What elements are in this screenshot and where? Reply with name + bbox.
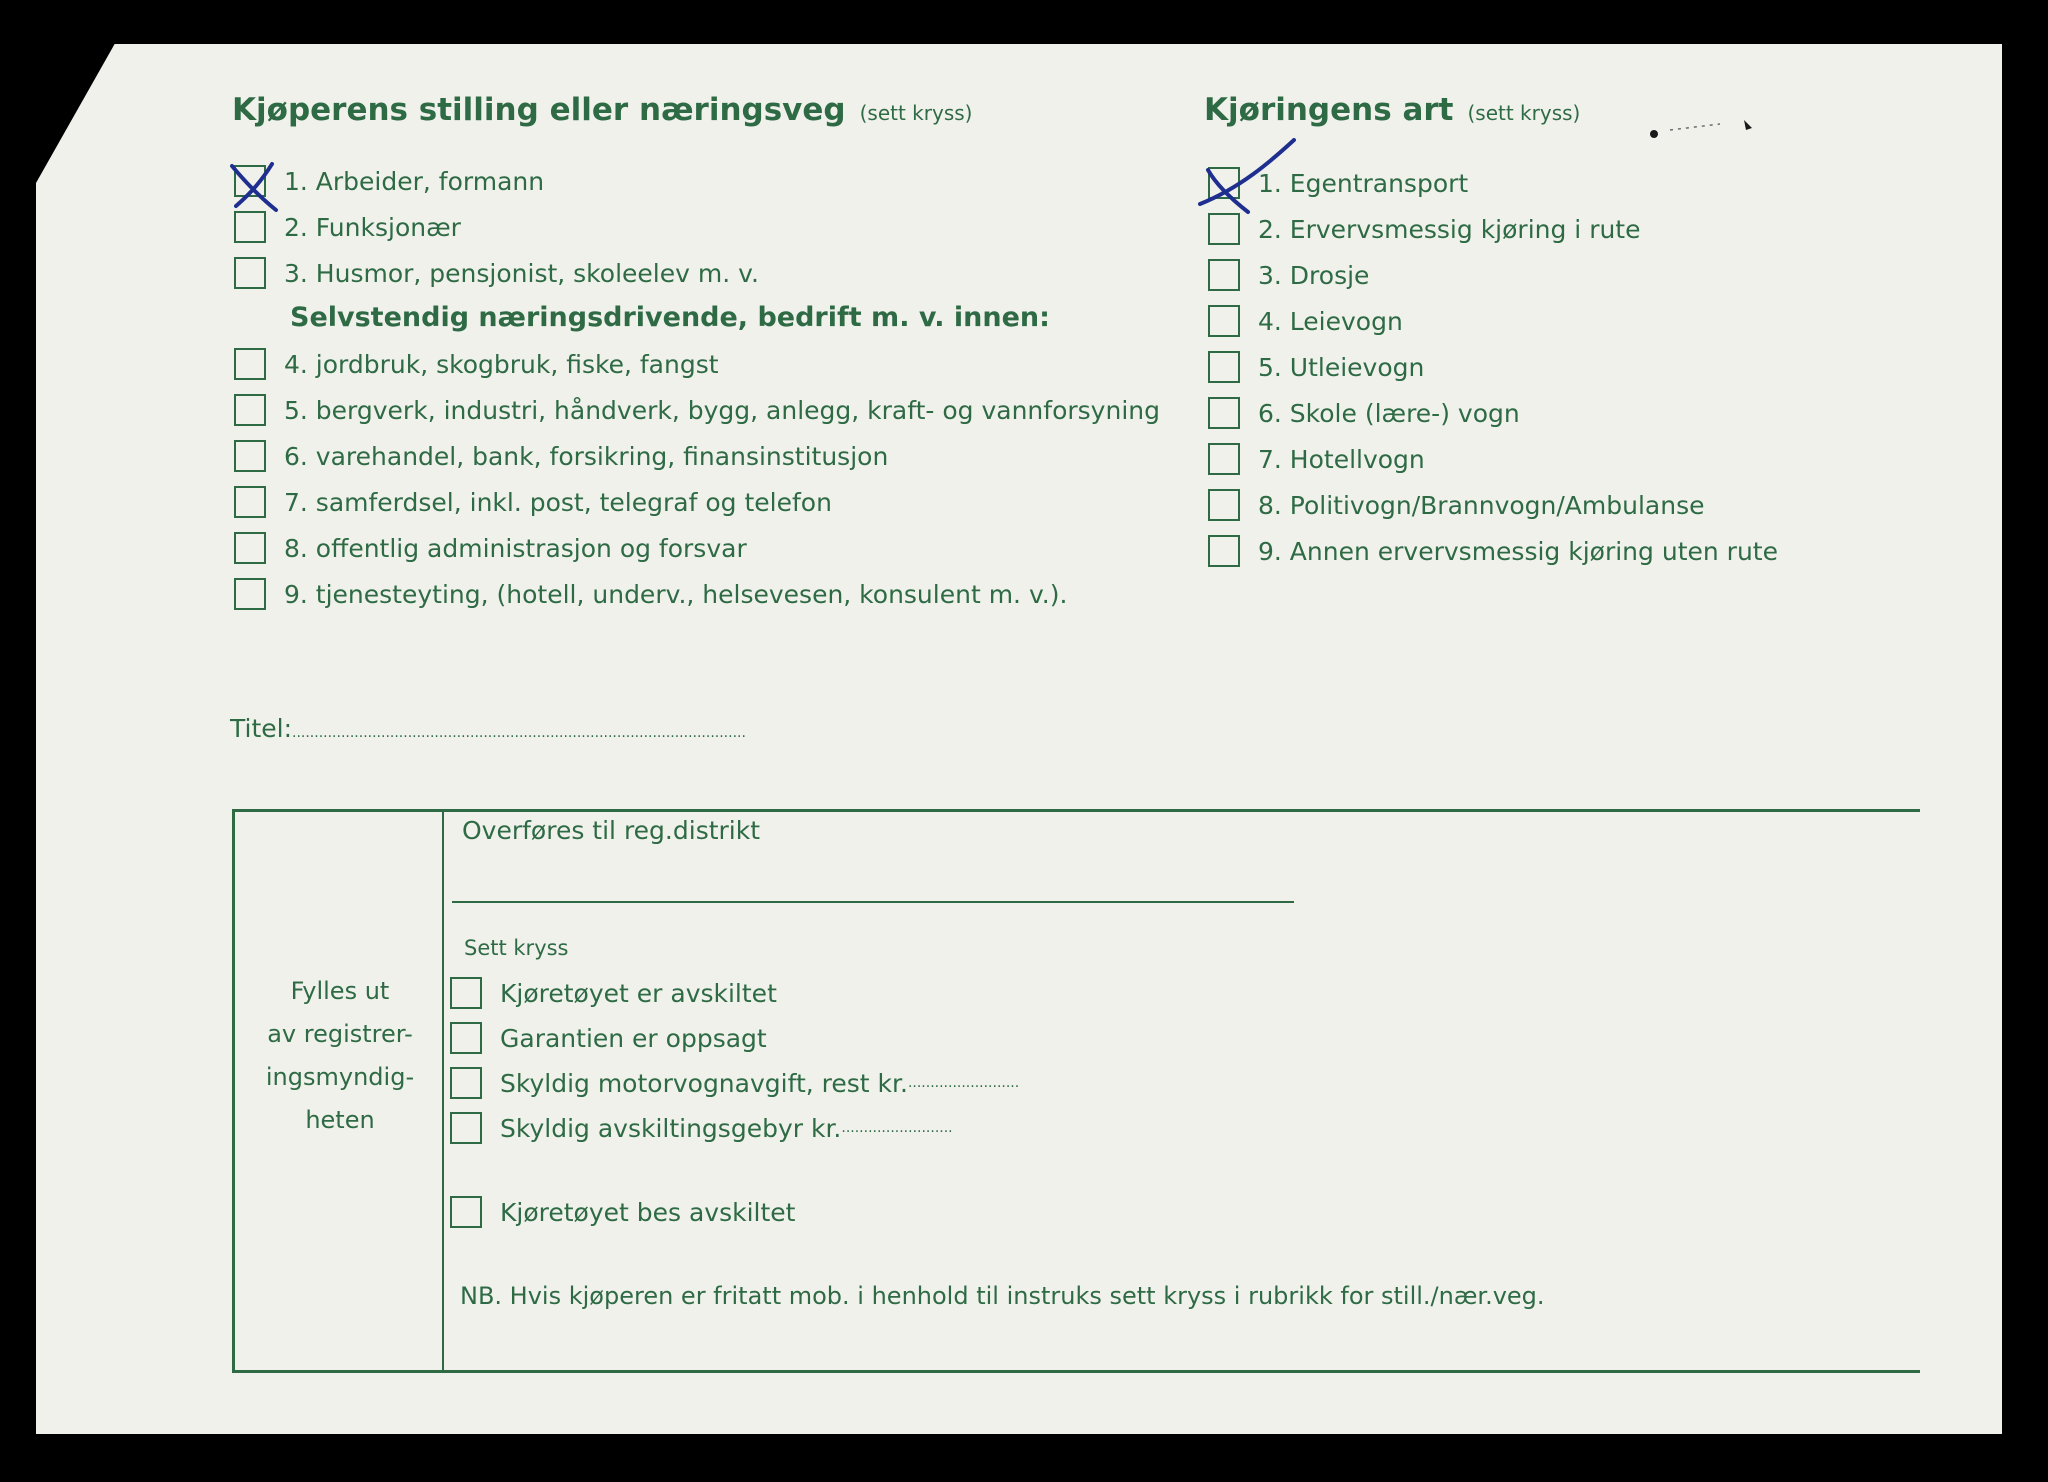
option-label: 9. Annen ervervsmessig kjøring uten rute <box>1258 536 1778 566</box>
checkbox[interactable] <box>450 1022 482 1054</box>
option-label: 1. Arbeider, formann <box>284 166 545 196</box>
option-label: 3. Husmor, pensjonist, skoleelev m. v. <box>284 258 759 288</box>
right-option-8[interactable] <box>1208 489 1705 521</box>
title-label: Titel: <box>230 714 292 743</box>
registry-box-divider <box>442 809 444 1373</box>
left-option-6[interactable] <box>234 440 888 472</box>
option-label: 2. Funksjonær <box>284 212 461 242</box>
left-option-5[interactable] <box>234 394 1160 426</box>
checkbox[interactable] <box>234 257 266 289</box>
option-label: 5. Utleievogn <box>1258 352 1425 382</box>
transfer-district-label: Overføres til reg.distrikt <box>462 816 761 845</box>
left-option-8[interactable] <box>234 532 747 564</box>
registry-item-1[interactable] <box>450 977 777 1009</box>
option-label: 8. Politivogn/Brannvogn/Ambulanse <box>1258 490 1705 520</box>
checkbox[interactable] <box>1208 535 1240 567</box>
registry-bes-item[interactable] <box>450 1196 795 1228</box>
side-label-line: ingsmyndig- <box>265 1063 415 1091</box>
transfer-district-line[interactable] <box>452 901 1294 903</box>
option-label: Kjøretøyet bes avskiltet <box>500 1197 796 1227</box>
checkbox[interactable] <box>1208 397 1240 429</box>
checkbox[interactable] <box>234 440 266 472</box>
checkbox[interactable] <box>1208 443 1240 475</box>
right-option-4[interactable] <box>1208 305 1403 337</box>
amount-dotted-line: ......................... <box>841 1120 953 1136</box>
registry-box-top-border <box>232 809 1920 812</box>
checkbox[interactable] <box>450 1067 482 1099</box>
option-label: 1. Egentransport <box>1258 168 1469 198</box>
checkbox[interactable] <box>1208 213 1240 245</box>
checkbox[interactable] <box>1208 351 1240 383</box>
buyer-occupation-note: (sett kryss) <box>859 101 973 125</box>
right-option-9[interactable] <box>1208 535 1778 567</box>
right-option-7[interactable] <box>1208 443 1425 475</box>
option-label: 5. bergverk, industri, håndverk, bygg, anlegg, kraft- og vannforsyning <box>284 395 1160 425</box>
buyer-occupation-heading <box>232 92 972 128</box>
option-label: Skyldig motorvognavgift, rest kr. <box>500 1068 908 1098</box>
checkbox[interactable] <box>450 1196 482 1228</box>
option-label: 6. varehandel, bank, forsikring, finansinstitusjon <box>284 441 889 471</box>
option-label: 4. jordbruk, skogbruk, fiske, fangst <box>284 349 719 379</box>
option-label: 7. Hotellvogn <box>1258 444 1425 474</box>
right-option-6[interactable] <box>1208 397 1520 429</box>
checkbox[interactable] <box>450 1112 482 1144</box>
option-label: 4. Leievogn <box>1258 306 1403 336</box>
option-label: Skyldig avskiltingsgebyr kr. <box>500 1113 842 1143</box>
registry-box-bottom-border <box>232 1370 1920 1373</box>
option-label: 9. tjenesteyting, (hotell, underv., helsevesen, konsulent m. v.). <box>284 579 1068 609</box>
right-option-5[interactable] <box>1208 351 1424 383</box>
checkbox[interactable] <box>1208 489 1240 521</box>
checkbox[interactable] <box>234 532 266 564</box>
checkbox[interactable] <box>450 977 482 1009</box>
option-label: 6. Skole (lære-) vogn <box>1258 398 1520 428</box>
option-label: 8. offentlig administrasjon og forsvar <box>284 533 747 563</box>
checkbox[interactable] <box>234 486 266 518</box>
nb-note: NB. Hvis kjøperen er fritatt mob. i henhold til instruks sett kryss i rubrikk for still./nær.veg. <box>460 1282 1545 1310</box>
side-label-line: av registrer- <box>267 1020 413 1048</box>
option-label: 3. Drosje <box>1258 260 1370 290</box>
option-label: Kjøretøyet er avskiltet <box>500 978 777 1008</box>
right-option-1[interactable] <box>1208 167 1468 199</box>
checkbox[interactable] <box>234 394 266 426</box>
right-option-2[interactable] <box>1208 213 1641 245</box>
registry-item-4[interactable] <box>450 1112 953 1144</box>
checkbox[interactable] <box>234 348 266 380</box>
amount-dotted-line: ......................... <box>907 1075 1020 1091</box>
title-dotted-line: ...................................................................................................... <box>292 725 746 741</box>
left-option-9[interactable] <box>234 578 1067 610</box>
checkbox[interactable] <box>234 165 266 197</box>
left-option-3[interactable] <box>234 257 759 289</box>
checkbox[interactable] <box>1208 167 1240 199</box>
left-option-1[interactable] <box>234 165 544 197</box>
registry-side-label <box>240 970 440 1142</box>
option-label: Garantien er oppsagt <box>500 1023 767 1053</box>
checkbox[interactable] <box>234 211 266 243</box>
registry-item-3[interactable] <box>450 1067 1019 1099</box>
buyer-occupation-title: Kjøperens stilling eller næringsveg <box>232 92 846 128</box>
title-field[interactable] <box>230 714 746 743</box>
left-option-7[interactable] <box>234 486 832 518</box>
option-label: 7. samferdsel, inkl. post, telegraf og telefon <box>284 487 832 517</box>
driving-type-title: Kjøringens art <box>1204 92 1454 128</box>
left-option-4[interactable] <box>234 348 719 380</box>
registry-box-left-border <box>232 809 235 1373</box>
checkbox[interactable] <box>1208 259 1240 291</box>
registry-item-2[interactable] <box>450 1022 767 1054</box>
checkbox[interactable] <box>1208 305 1240 337</box>
side-label-line: Fylles ut <box>290 977 390 1005</box>
left-option-2[interactable] <box>234 211 461 243</box>
self-employed-subheading: Selvstendig næringsdrivende, bedrift m. v. innen: <box>290 302 1050 333</box>
sett-kryss-label: Sett kryss <box>464 936 569 960</box>
right-option-3[interactable] <box>1208 259 1369 291</box>
driving-type-note: (sett kryss) <box>1467 101 1581 125</box>
option-label: 2. Ervervsmessig kjøring i rute <box>1258 214 1641 244</box>
side-label-line: heten <box>305 1106 375 1134</box>
checkbox[interactable] <box>234 578 266 610</box>
driving-type-heading <box>1204 92 1580 128</box>
